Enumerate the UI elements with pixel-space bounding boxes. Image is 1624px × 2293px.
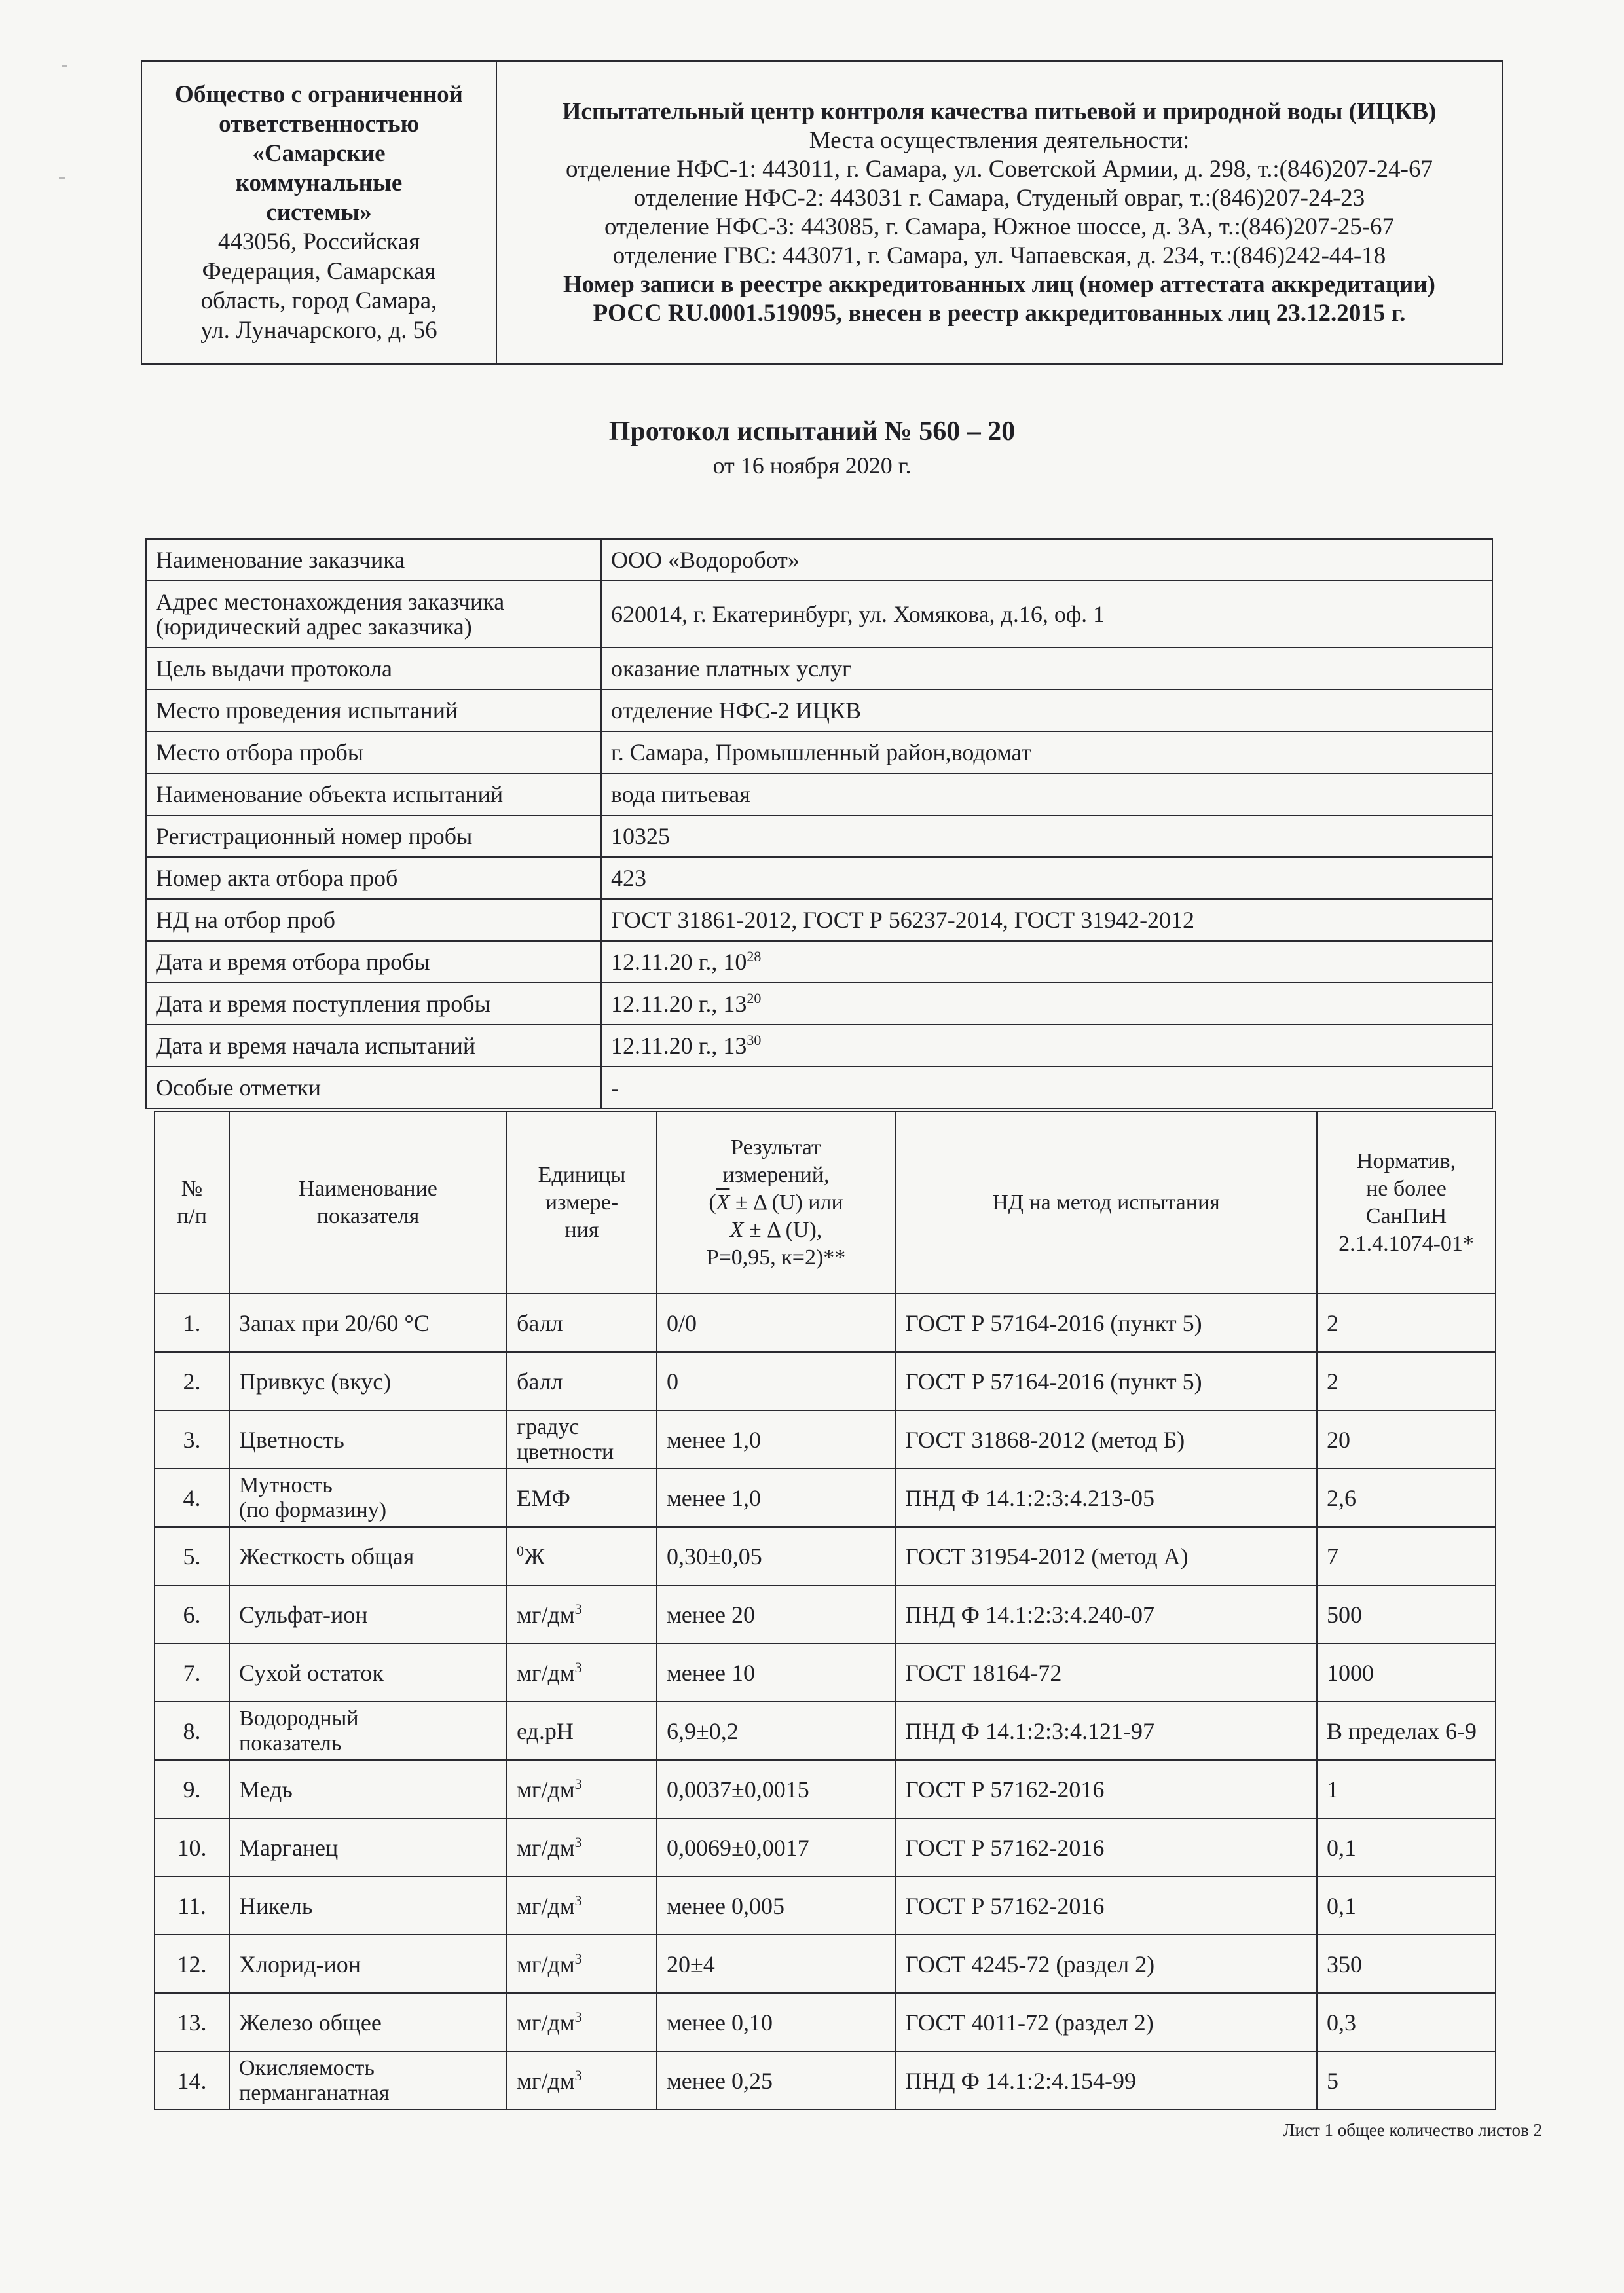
org-address-line: 443056, Российская: [217, 229, 420, 255]
norm-value: 20: [1317, 1410, 1496, 1469]
indicator-name: [229, 1469, 507, 1527]
unit-exponent: 3: [574, 2008, 582, 2025]
result-row: [155, 1818, 1496, 1877]
row-number: 3.: [155, 1410, 229, 1469]
info-label: Особые отметки: [146, 1067, 601, 1109]
org-address-line: область, город Самара,: [200, 287, 437, 314]
info-label: Дата и время поступления пробы: [146, 983, 601, 1025]
info-label: Номер акта отбора проб: [146, 857, 601, 899]
norm-value: 500: [1317, 1585, 1496, 1643]
time-minutes: 30: [747, 1032, 762, 1048]
row-number: 5.: [155, 1527, 229, 1585]
test-method: ГОСТ 18164-72: [895, 1643, 1317, 1702]
sample-info-table: [145, 538, 1493, 1109]
result-row: [155, 1294, 1496, 1352]
info-value: [601, 1025, 1492, 1067]
row-number: 10.: [155, 1818, 229, 1877]
unit-text: мг/дм: [517, 1892, 575, 1919]
info-row: [146, 648, 1492, 689]
info-row: [146, 1067, 1492, 1109]
info-label-line: (юридический адрес заказчика): [156, 614, 472, 640]
info-value-text: 12.11.20 г., 10: [611, 949, 747, 975]
org-name-line: ответственностью: [219, 111, 419, 138]
unit: [507, 1935, 657, 1993]
unit-exponent: 3: [574, 1659, 582, 1676]
row-number: 1.: [155, 1294, 229, 1352]
test-method: ПНД Ф 14.1:2:3:4.240-07: [895, 1585, 1317, 1643]
unit: балл: [507, 1294, 657, 1352]
norm-value: 0,3: [1317, 1993, 1496, 2051]
indicator-name: Привкус (вкус): [229, 1352, 507, 1410]
result-value: менее 0,10: [657, 1993, 895, 2051]
unit: [507, 1410, 657, 1469]
unit: [507, 1818, 657, 1877]
result-row: [155, 1877, 1496, 1935]
test-method: ГОСТ 4011-72 (раздел 2): [895, 1993, 1317, 2051]
unit-exponent: 3: [574, 2066, 582, 2083]
indicator-name: Сульфат-ион: [229, 1585, 507, 1643]
test-method: ГОСТ Р 57164-2016 (пункт 5): [895, 1352, 1317, 1410]
norm-value: 0,1: [1317, 1877, 1496, 1935]
unit-text: мг/дм: [517, 1601, 575, 1628]
unit: ЕМФ: [507, 1469, 657, 1527]
org-name-line: системы»: [266, 199, 372, 226]
info-label: Регистрационный номер пробы: [146, 815, 601, 857]
indicator-name: Марганец: [229, 1818, 507, 1877]
name-line: Водородный: [239, 1706, 359, 1731]
info-value: [601, 983, 1492, 1025]
info-value: [601, 941, 1492, 983]
info-label: Дата и время отбора пробы: [146, 941, 601, 983]
unit-text: мг/дм: [517, 1659, 575, 1686]
info-value: г. Самара, Промышленный район,водомат: [601, 731, 1492, 773]
info-value: отделение НФС-2 ИЦКВ: [601, 689, 1492, 731]
info-row: [146, 815, 1492, 857]
indicator-name: Цветность: [229, 1410, 507, 1469]
info-label: Дата и время начала испытаний: [146, 1025, 601, 1067]
scan-mark: [62, 65, 67, 67]
x-symbol: X: [729, 1218, 744, 1242]
header-line: показателя: [316, 1204, 420, 1228]
org-name-line: коммунальные: [235, 170, 403, 196]
result-row: [155, 1352, 1496, 1410]
info-value: -: [601, 1067, 1492, 1109]
test-method: ПНД Ф 14.1:2:3:4.213-05: [895, 1469, 1317, 1527]
header-block: [141, 60, 1503, 365]
info-row: [146, 941, 1492, 983]
row-number: 11.: [155, 1877, 229, 1935]
row-number: 12.: [155, 1935, 229, 1993]
name-line: Мутность: [239, 1473, 333, 1497]
header-line: (: [709, 1190, 716, 1215]
result-row: [155, 1760, 1496, 1818]
info-label: НД на отбор проб: [146, 899, 601, 941]
result-value: 0,30±0,05: [657, 1527, 895, 1585]
org-name-line: «Самарские: [252, 140, 386, 167]
unit-text: мг/дм: [517, 2067, 575, 2094]
norm-value: 5: [1317, 2051, 1496, 2110]
info-row: [146, 689, 1492, 731]
header-line: измерений,: [722, 1163, 830, 1187]
info-value: ГОСТ 31861-2012, ГОСТ Р 56237-2014, ГОСТ 31942-2012: [601, 899, 1492, 941]
info-row: [146, 731, 1492, 773]
result-row: [155, 1702, 1496, 1760]
info-row: [146, 899, 1492, 941]
norm-value: 7: [1317, 1527, 1496, 1585]
unit-text: мг/дм: [517, 1834, 575, 1861]
org-address-line: Федерация, Самарская: [202, 258, 436, 285]
info-value: 620014, г. Екатеринбург, ул. Хомякова, д.16, оф. 1: [601, 581, 1492, 648]
row-number: 6.: [155, 1585, 229, 1643]
indicator-name: Никель: [229, 1877, 507, 1935]
protocol-date: от 16 ноября 2020 г.: [712, 452, 912, 479]
header-line: Норматив,: [1356, 1149, 1456, 1173]
info-label: Цель выдачи протокола: [146, 648, 601, 689]
result-row: [155, 1935, 1496, 1993]
info-label: Место отбора пробы: [146, 731, 601, 773]
unit: [507, 1877, 657, 1935]
row-number: 4.: [155, 1469, 229, 1527]
indicator-name: Медь: [229, 1760, 507, 1818]
info-row: [146, 1025, 1492, 1067]
norm-value: 2: [1317, 1352, 1496, 1410]
unit: балл: [507, 1352, 657, 1410]
scan-mark: [59, 177, 65, 179]
row-number: 9.: [155, 1760, 229, 1818]
test-method: ГОСТ Р 57162-2016: [895, 1760, 1317, 1818]
unit-exponent: 3: [574, 1600, 582, 1617]
col-header-units: [507, 1112, 657, 1294]
norm-value: В пределах 6-9: [1317, 1702, 1496, 1760]
unit: [507, 1585, 657, 1643]
info-value: 10325: [601, 815, 1492, 857]
test-method: ПНД Ф 14.1:2:3:4.121-97: [895, 1702, 1317, 1760]
header-line: не более: [1366, 1177, 1447, 1201]
result-value: менее 10: [657, 1643, 895, 1702]
name-line: (по формазину): [239, 1497, 387, 1522]
indicator-name: Железо общее: [229, 1993, 507, 2051]
result-value: менее 0,25: [657, 2051, 895, 2110]
result-row: [155, 1410, 1496, 1469]
indicator-name: Сухой остаток: [229, 1643, 507, 1702]
results-table: [154, 1111, 1496, 2110]
test-method: ГОСТ 4245-72 (раздел 2): [895, 1935, 1317, 1993]
info-value: оказание платных услуг: [601, 648, 1492, 689]
row-number: 14.: [155, 2051, 229, 2110]
info-label: [146, 581, 601, 648]
name-line: перманганатная: [239, 2080, 390, 2105]
info-row: [146, 983, 1492, 1025]
col-header-name: [229, 1112, 507, 1294]
unit-exponent: 3: [574, 1775, 582, 1792]
results-header-row: [155, 1112, 1496, 1294]
indicator-name: Запах при 20/60 °С: [229, 1294, 507, 1352]
result-row: [155, 1993, 1496, 2051]
unit: [507, 1527, 657, 1585]
col-header-number: [155, 1112, 229, 1294]
row-number: 13.: [155, 1993, 229, 2051]
norm-value: 2: [1317, 1294, 1496, 1352]
result-row: [155, 1585, 1496, 1643]
header-line: Результат: [731, 1135, 821, 1160]
info-label-line: Адрес местонахождения заказчика: [156, 589, 505, 615]
result-row: [155, 1643, 1496, 1702]
test-method: ГОСТ 31954-2012 (метод А): [895, 1527, 1317, 1585]
col-header-result: [657, 1112, 895, 1294]
row-number: 2.: [155, 1352, 229, 1410]
info-label: Наименование объекта испытаний: [146, 773, 601, 815]
info-row: [146, 857, 1492, 899]
indicator-name: [229, 1702, 507, 1760]
name-line: Окисляемость: [239, 2055, 375, 2080]
unit: [507, 1760, 657, 1818]
indicator-name: Жесткость общая: [229, 1527, 507, 1585]
organization-cell: [141, 61, 496, 364]
test-method: ГОСТ Р 57164-2016 (пункт 5): [895, 1294, 1317, 1352]
page-footer: Лист 1 общее количество листов 2: [1283, 2120, 1542, 2140]
norm-value: 2,6: [1317, 1469, 1496, 1527]
accreditation-line: РОСС RU.0001.519095, внесен в реестр аккредитованных лиц 23.12.2015 г.: [593, 299, 1406, 327]
info-value-text: 12.11.20 г., 13: [611, 991, 747, 1017]
info-row: [146, 581, 1492, 648]
header-line: измере-: [545, 1190, 619, 1215]
name-line: показатель: [239, 1731, 342, 1755]
header-line: ния: [564, 1218, 599, 1242]
lab-title: Испытательный центр контроля качества питьевой и природной воды (ИЦКВ): [562, 98, 1437, 125]
header-line: 2.1.4.1074-01*: [1338, 1232, 1474, 1256]
norm-value: 0,1: [1317, 1818, 1496, 1877]
indicator-name: [229, 2051, 507, 2110]
header-line: ± Δ (U) или: [729, 1190, 843, 1215]
org-address-line: ул. Луначарского, д. 56: [200, 317, 437, 344]
result-value: менее 0,005: [657, 1877, 895, 1935]
header-line: Наименование: [299, 1177, 437, 1201]
norm-value: 1: [1317, 1760, 1496, 1818]
info-value: вода питьевая: [601, 773, 1492, 815]
unit-text: мг/дм: [517, 1951, 575, 1977]
unit-text: Ж: [524, 1543, 545, 1569]
x-bar-symbol: $\overline{X}$: [716, 1190, 730, 1215]
unit-text: мг/дм: [517, 1776, 575, 1803]
test-method: ГОСТ 31868-2012 (метод Б): [895, 1410, 1317, 1469]
header-line: п/п: [177, 1204, 207, 1228]
header-line: №: [181, 1177, 203, 1201]
location-line: отделение НФС-3: 443085, г. Самара, Южное шоссе, д. 3А, т.:(846)207-25-67: [604, 213, 1395, 240]
result-value: 0,0037±0,0015: [657, 1760, 895, 1818]
col-header-norm: [1317, 1112, 1496, 1294]
unit-exponent: 3: [574, 1892, 582, 1909]
result-row: [155, 1469, 1496, 1527]
header-line: СанПиН: [1365, 1204, 1447, 1228]
unit-exponent: 3: [574, 1950, 582, 1967]
protocol-title: Протокол испытаний № 560 – 20: [608, 416, 1016, 447]
header-line: P=0,95, к=2)**: [706, 1245, 846, 1270]
row-number: 7.: [155, 1643, 229, 1702]
location-line: отделение ГВС: 443071, г. Самара, ул. Чапаевская, д. 234, т.:(846)242-44-18: [612, 242, 1386, 269]
unit: ед.pH: [507, 1702, 657, 1760]
row-number: 8.: [155, 1702, 229, 1760]
header-line: Единицы: [538, 1163, 626, 1187]
unit: [507, 1993, 657, 2051]
time-minutes: 20: [747, 990, 762, 1006]
result-value: менее 1,0: [657, 1469, 895, 1527]
accreditation-line: Номер записи в реестре аккредитованных лиц (номер аттестата аккредитации): [563, 270, 1435, 298]
info-row: [146, 773, 1492, 815]
result-value: 0/0: [657, 1294, 895, 1352]
info-row: [146, 539, 1492, 581]
norm-value: 1000: [1317, 1643, 1496, 1702]
unit-exponent: 3: [574, 1833, 582, 1850]
result-value: 6,9±0,2: [657, 1702, 895, 1760]
unit: [507, 2051, 657, 2110]
header-line: ± Δ (U),: [743, 1218, 822, 1242]
result-value: менее 20: [657, 1585, 895, 1643]
test-method: ПНД Ф 14.1:2:4.154-99: [895, 2051, 1317, 2110]
result-row: [155, 2051, 1496, 2110]
location-line: отделение НФС-1: 443011, г. Самара, ул. Советской Армии, д. 298, т.:(846)207-24-67: [566, 155, 1433, 183]
result-row: [155, 1527, 1496, 1585]
info-label: Наименование заказчика: [146, 539, 601, 581]
unit-text: мг/дм: [517, 2009, 575, 2036]
unit: [507, 1643, 657, 1702]
col-header-method: НД на метод испытания: [895, 1112, 1317, 1294]
info-value: ООО «Водоробот»: [601, 539, 1492, 581]
test-method: ГОСТ Р 57162-2016: [895, 1818, 1317, 1877]
result-value: 0,0069±0,0017: [657, 1818, 895, 1877]
org-name-line: Общество с ограниченной: [175, 81, 463, 108]
unit-line: цветности: [517, 1439, 614, 1464]
info-value: 423: [601, 857, 1492, 899]
unit-line: градус: [517, 1414, 580, 1439]
result-value: 20±4: [657, 1935, 895, 1993]
location-line: отделение НФС-2: 443031 г. Самара, Студеный овраг, т.:(846)207-24-23: [633, 184, 1365, 211]
time-minutes: 28: [747, 948, 762, 964]
degree-mark: 0: [517, 1542, 524, 1559]
norm-value: 350: [1317, 1935, 1496, 1993]
info-value-text: 12.11.20 г., 13: [611, 1033, 747, 1059]
info-label: Место проведения испытаний: [146, 689, 601, 731]
test-method: ГОСТ Р 57162-2016: [895, 1877, 1317, 1935]
indicator-name: Хлорид-ион: [229, 1935, 507, 1993]
result-value: менее 1,0: [657, 1410, 895, 1469]
laboratory-cell: [496, 61, 1502, 364]
locations-heading: Места осуществления деятельности:: [809, 126, 1190, 154]
result-value: 0: [657, 1352, 895, 1410]
